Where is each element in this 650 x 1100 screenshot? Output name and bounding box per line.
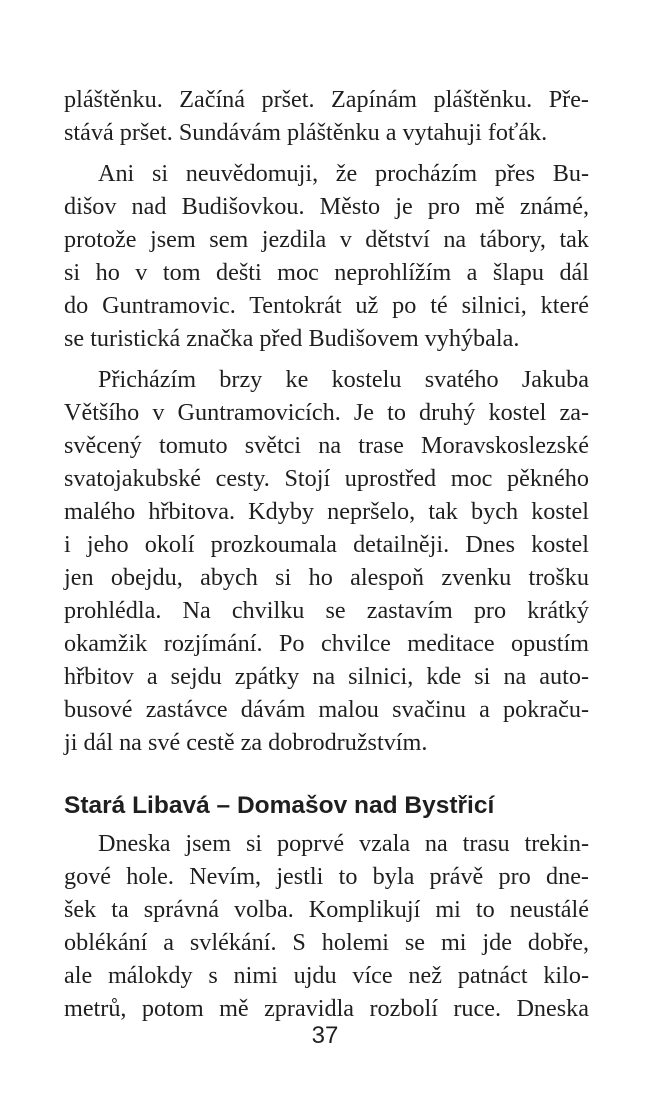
text-line: šek ta správná volba. Komplikují mi to neustálé [64, 896, 589, 923]
text-line: Přicházím brzy ke kostelu svatého Jakuba [98, 366, 589, 393]
text-line: ji dál na své cestě za dobrodružstvím. [64, 729, 428, 756]
text-line: svěcený tomuto světci na trase Moravskoslezské [64, 432, 589, 459]
text-line: Většího v Guntramovicích. Je to druhý kostel za- [64, 399, 589, 426]
text-line: ale málokdy s nimi ujdu více než patnáct kilo- [64, 962, 589, 989]
text-line: hřbitov a sejdu zpátky na silnici, kde si na auto- [64, 663, 589, 690]
section-heading: Stará Libavá – Domašov nad Bystřicí [64, 792, 495, 819]
text-line: Ani si neuvědomuji, že procházím přes Bu- [98, 160, 589, 187]
text-line: malého hřbitova. Kdyby nepršelo, tak bych kostel [64, 498, 589, 525]
text-line: pláštěnku. Začíná pršet. Zapínám pláštěnku. Pře- [64, 86, 589, 113]
page-body [64, 83, 589, 1025]
paragraph-2 [64, 157, 589, 355]
page-number: 37 [311, 1022, 339, 1049]
text-line: i jeho okolí prozkoumala detailněji. Dnes kostel [64, 531, 589, 558]
text-line: jen obejdu, abych si ho alespoň zvenku trošku [64, 564, 589, 591]
text-line: busové zastávce dávám malou svačinu a pokraču- [64, 696, 589, 723]
paragraph-4 [64, 827, 589, 1025]
text-line: Dneska jsem si poprvé vzala na trasu trekin- [98, 830, 589, 857]
text-line: si ho v tom dešti moc neprohlížím a šlapu dál [64, 259, 589, 286]
text-line: protože jsem sem jezdila v dětství na tábory, tak [64, 226, 589, 253]
text-line: oblékání a svlékání. S holemi se mi jde dobře, [64, 929, 589, 956]
text-line: do Guntramovic. Tentokrát už po té silnici, které [64, 292, 589, 319]
text-line: svatojakubské cesty. Stojí uprostřed moc pěkného [64, 465, 589, 492]
paragraph-3 [64, 363, 589, 759]
text-line: prohlédla. Na chvilku se zastavím pro krátký [64, 597, 589, 624]
text-line: okamžik rozjímání. Po chvilce meditace opustím [64, 630, 589, 657]
text-line: metrů, potom mě zpravidla rozbolí ruce. Dneska [64, 995, 589, 1022]
text-line: se turistická značka před Budišovem vyhýbala. [64, 325, 520, 352]
paragraph-1 [64, 83, 589, 149]
text-line: gové hole. Nevím, jestli to byla právě pro dne- [64, 863, 589, 890]
text-line: stává pršet. Sundávám pláštěnku a vytahuji foťák. [64, 119, 548, 146]
text-line: dišov nad Budišovkou. Město je pro mě známé, [64, 193, 589, 220]
